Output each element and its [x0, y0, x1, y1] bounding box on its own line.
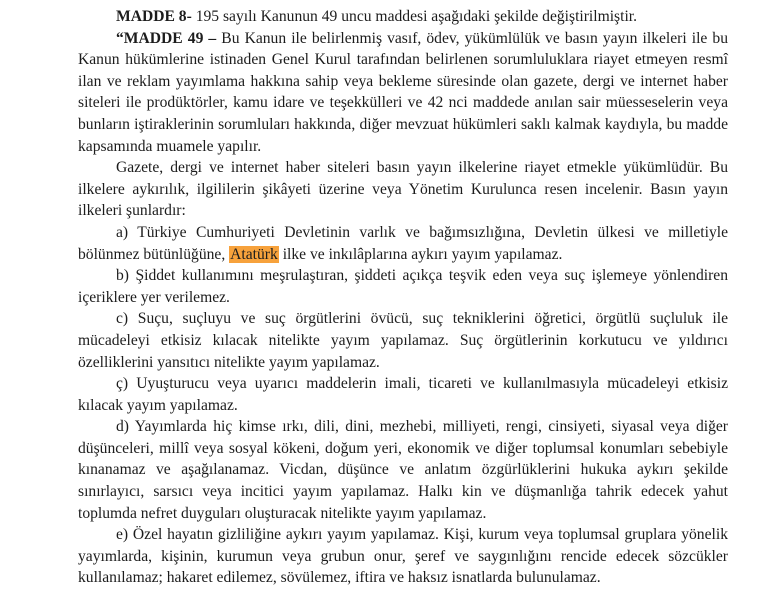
item-c-paragraph: c) Suçu, suçluyu ve suç örgütlerini övücü, suç tekniklerini öğretici, örgütlü suçluluk ile mücadeleyi etkisiz kılacak nitelikte yayım yapılamaz. Suç örgütlerinin korkutucu ve yıldırıcı özelliklerini yansıtıcı nitelikte yayım yapılamaz. [78, 310, 728, 371]
quoted-article-label: “MADDE 49 – [116, 29, 217, 47]
document-page [78, 6, 728, 589]
principles-paragraph: Gazete, dergi ve internet haber siteleri basın yayın ilkelerine riayet etmekle yükümlüdür. Bu ilkelere aykırılık, ilgililerin şikâyeti üzerine veya Yönetim Kurulunca resen incelenir. Basın yayın ilkeleri şunlardır: [78, 159, 728, 220]
item-cc-paragraph: ç) Uyuşturucu veya uyarıcı maddelerin imali, ticareti ve kullanılmasıyla mücadeleyi etkisiz kılacak yayım yapılamaz. [78, 375, 728, 414]
article-label: MADDE 8- [116, 8, 192, 25]
article-intro: 195 sayılı Kanunun 49 uncu maddesi aşağıdaki şekilde değiştirilmiştir. [191, 8, 638, 25]
item-a-paragraph [78, 222, 728, 265]
item-b-paragraph: b) Şiddet kullanımını meşrulaştıran, şiddeti açıkça teşvik eden veya suç işlemeye yönlendiren içeriklere yer verilemez. [78, 267, 728, 306]
item-a-text-after: ilke ve inkılâplarına aykırı yayım yapılamaz. [278, 245, 563, 263]
article-49-paragraph [78, 28, 728, 158]
highlighted-word: Atatürk [230, 245, 278, 263]
article-8-paragraph [78, 6, 728, 28]
item-a-text-before: a) Türkiye Cumhuriyeti Devletinin varlık ve bağımsızlığına, Devletin ülkesi ve milletiyle bölünmez bütünlüğüne, [78, 223, 728, 263]
item-e-paragraph: e) Özel hayatın gizliliğine aykırı yayım yapılamaz. Kişi, kurum veya toplumsal gruplara yönelik yayımlarda, kişinin, kurumun veya grubun onur, şeref ve saygınlığını rencide edecek sözcükler kullanılamaz; hakaret edilemez, sövülemez, iftira ve haksız isnatlarda bulunulamaz. [78, 526, 728, 587]
quoted-article-text: Bu Kanun ile belirlenmiş vasıf, ödev, yükümlülük ve basın yayın ilkeleri ile bu Kanun hükümlerine istinaden Genel Kurul tarafından belirlenen sorumluluklara riayet etmeyen resmî ilan ve reklam yayımlama hakkına sahip veya bekleme süresinde olan gazete, dergi ve internet haber siteleri ile prodüktörler, kamu idare ve teşekkülleri ve 42 nci maddede anılan sair müesseselerin veya bunların iştiraklerinin sorumluları hakkında, diğer mevzuat hükümleri saklı kalmak kaydıyla, bu madde kapsamında muamele yapılır. [78, 29, 729, 155]
item-d-paragraph: d) Yayımlarda hiç kimse ırkı, dili, dini, mezhebi, milliyeti, rengi, cinsiyeti, siyasal veya diğer düşünceleri, millî veya sosyal kökeni, doğum yeri, ekonomik ve diğer toplumsal konumları sebebiyle kınanamaz ve aşağılanamaz. Vicdan, düşünce ve anlatım özgürlüklerini hukuka aykırı şekilde sınırlayıcı, sarsıcı veya incitici yayım yapılamaz. Halkı kin ve düşmanlığa tahrik edecek yahut toplumda nefret duyguları oluşturacak nitelikte yayım yapılamaz. [78, 418, 728, 522]
